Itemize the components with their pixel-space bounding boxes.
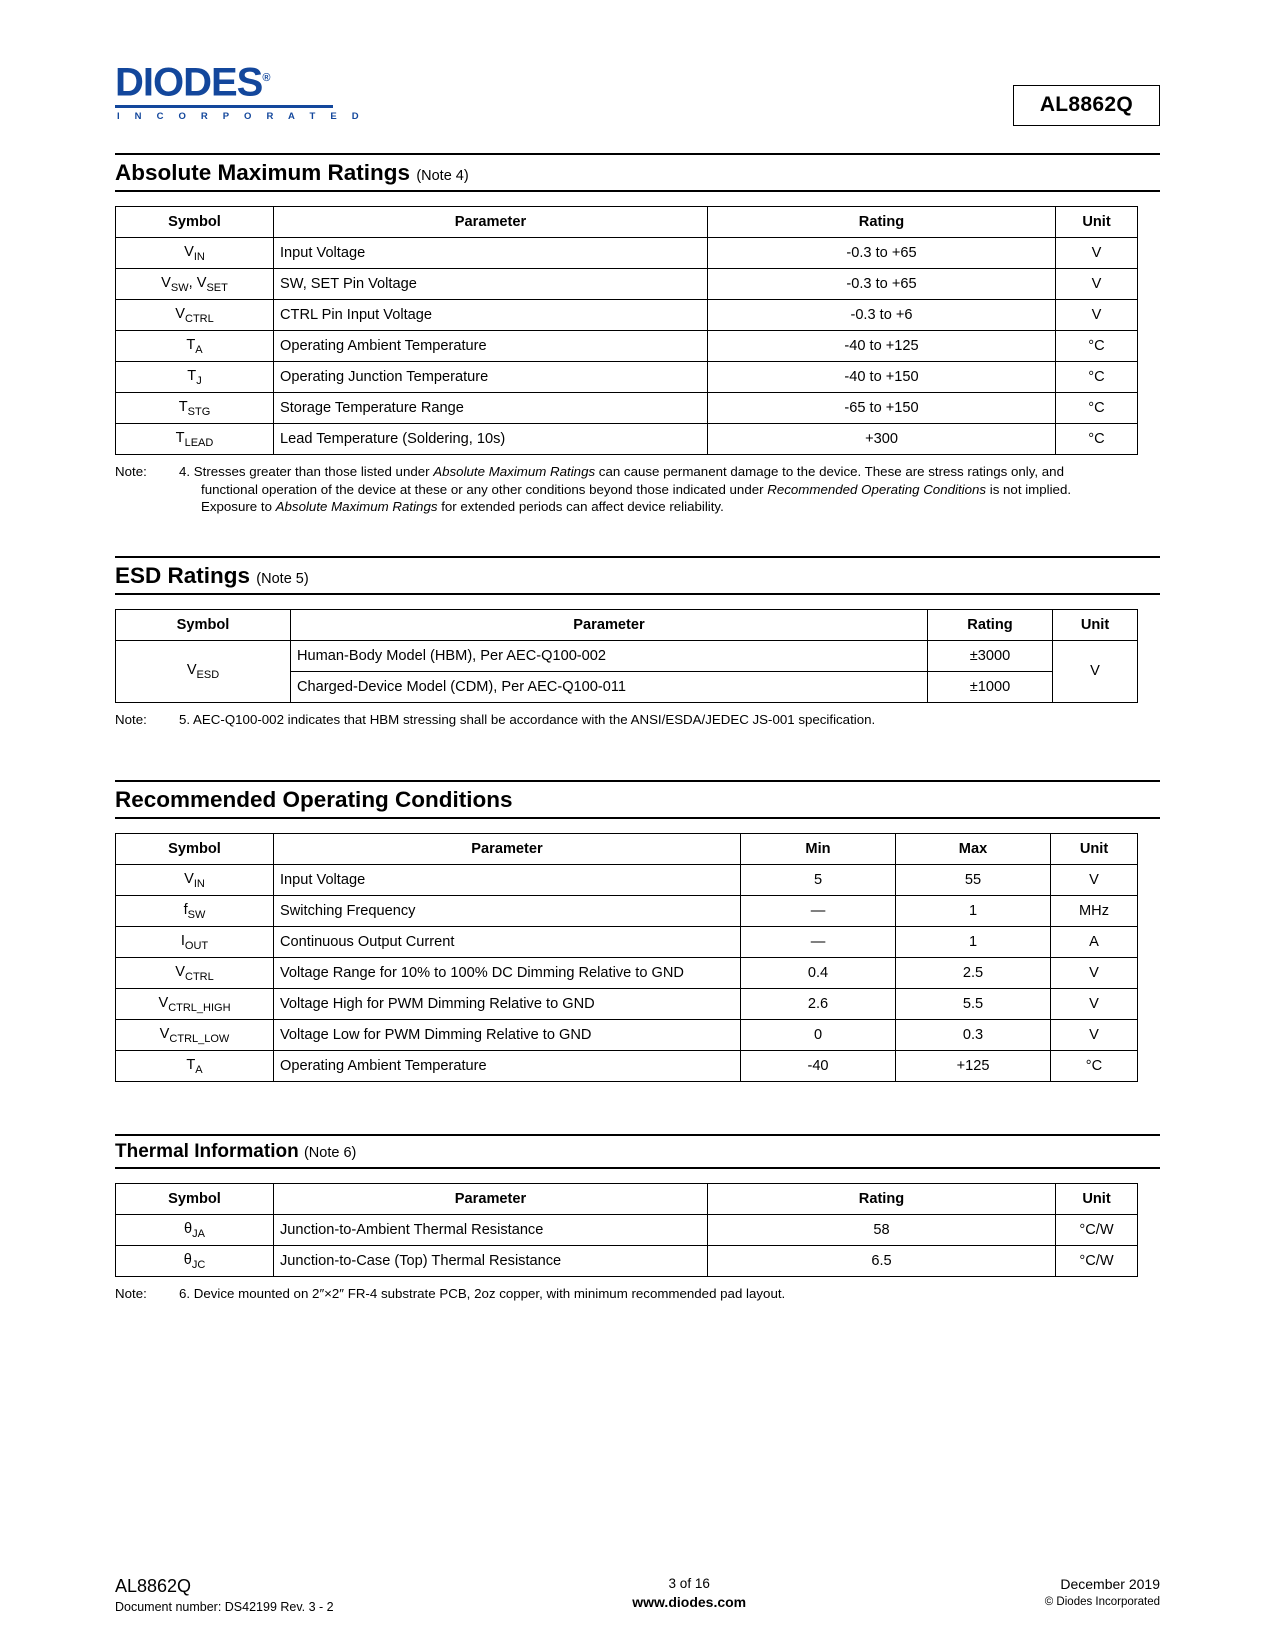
cell-parameter: Storage Temperature Range bbox=[274, 393, 708, 424]
symbol-base: V bbox=[159, 1025, 170, 1042]
symbol-base: T bbox=[178, 398, 188, 415]
cell-parameter: Junction-to-Case (Top) Thermal Resistance bbox=[274, 1246, 708, 1277]
abs-max-note-ref: (Note 4) bbox=[416, 168, 469, 184]
cell-parameter: Voltage Range for 10% to 100% DC Dimming Relative to GND bbox=[274, 958, 741, 989]
cell-unit: MHz bbox=[1051, 896, 1138, 927]
footer-doc-number: Document number: DS42199 Rev. 3 - 2 bbox=[115, 1600, 334, 1614]
cell-rating: -0.3 to +65 bbox=[708, 269, 1056, 300]
cell-min: 2.6 bbox=[741, 989, 896, 1020]
table-header-row bbox=[116, 609, 1138, 640]
cell-min: — bbox=[741, 896, 896, 927]
cell-rating: 58 bbox=[708, 1215, 1056, 1246]
table-row bbox=[116, 1020, 1138, 1051]
section-heading-abs-max bbox=[115, 153, 1160, 192]
symbol-sub: CTRL bbox=[185, 312, 214, 325]
col-rating: Rating bbox=[928, 609, 1053, 640]
footer-copyright: © Diodes Incorporated bbox=[1044, 1596, 1160, 1608]
cell-unit: °C/W bbox=[1056, 1215, 1138, 1246]
thermal-rule bbox=[115, 1167, 1160, 1169]
cell-min: — bbox=[741, 927, 896, 958]
thermal-title-row bbox=[115, 1141, 1160, 1163]
symbol-sub: SW bbox=[187, 908, 206, 921]
esd-title-row bbox=[115, 563, 1160, 589]
note-label: Note: bbox=[115, 464, 147, 479]
note-text-b: is not implied. bbox=[986, 481, 1072, 497]
cell-parameter: Voltage High for PWM Dimming Relative to GND bbox=[274, 989, 741, 1020]
note-text-i: Absolute Maximum Ratings bbox=[433, 464, 596, 479]
registered-mark-icon: ® bbox=[262, 72, 270, 84]
symbol-sub: A bbox=[195, 343, 203, 356]
cell-unit: V bbox=[1056, 300, 1138, 331]
col-rating: Rating bbox=[708, 1184, 1056, 1215]
cell-symbol bbox=[116, 1246, 274, 1277]
note-text-i: Recommended Operating Conditions bbox=[767, 481, 987, 497]
cell-symbol bbox=[116, 1051, 274, 1082]
logo-divider bbox=[115, 105, 333, 108]
symbol-sub: STG bbox=[187, 405, 211, 418]
symbol-sub: CTRL_HIGH bbox=[168, 1001, 231, 1014]
symbol-sub-2: SET bbox=[206, 281, 228, 294]
cell-unit: °C bbox=[1056, 424, 1138, 455]
cell-parameter: Operating Ambient Temperature bbox=[274, 331, 708, 362]
cell-unit: A bbox=[1051, 927, 1138, 958]
table-row bbox=[116, 958, 1138, 989]
col-parameter: Parameter bbox=[274, 834, 741, 865]
cell-unit: V bbox=[1051, 989, 1138, 1020]
section-heading-esd bbox=[115, 556, 1160, 595]
col-unit: Unit bbox=[1051, 834, 1138, 865]
symbol-sub: IN bbox=[193, 250, 205, 263]
abs-max-title-row bbox=[115, 160, 1160, 186]
cell-rating: 6.5 bbox=[708, 1246, 1056, 1277]
note-text-b: for extended periods can affect device reliability. bbox=[437, 499, 724, 514]
note-label: Note: bbox=[115, 711, 147, 727]
cell-unit: V bbox=[1056, 269, 1138, 300]
abs-max-table bbox=[115, 206, 1138, 455]
footer-date: December 2019 bbox=[1060, 1576, 1160, 1592]
cell-max: 2.5 bbox=[896, 958, 1051, 989]
cell-min: 0 bbox=[741, 1020, 896, 1051]
cell-symbol bbox=[116, 269, 274, 300]
cell-symbol bbox=[116, 640, 291, 702]
cell-parameter: Charged-Device Model (CDM), Per AEC-Q100-011 bbox=[291, 671, 928, 702]
note-text-a: Exposure to bbox=[201, 499, 276, 514]
cell-parameter: Lead Temperature (Soldering, 10s) bbox=[274, 424, 708, 455]
cell-parameter: Input Voltage bbox=[274, 865, 741, 896]
cell-rating: +300 bbox=[708, 424, 1056, 455]
cell-parameter: Input Voltage bbox=[274, 238, 708, 269]
cell-rating: ±1000 bbox=[928, 671, 1053, 702]
table-header-row bbox=[116, 834, 1138, 865]
cell-symbol bbox=[116, 331, 274, 362]
cell-unit: V bbox=[1053, 640, 1138, 702]
cell-rating: -0.3 to +65 bbox=[708, 238, 1056, 269]
symbol-base: V bbox=[184, 243, 194, 260]
col-parameter: Parameter bbox=[274, 207, 708, 238]
cell-max: +125 bbox=[896, 1051, 1051, 1082]
symbol-sub: SW bbox=[170, 281, 189, 294]
symbol-sub: A bbox=[195, 1063, 203, 1076]
symbol-base: V bbox=[161, 274, 171, 291]
cell-symbol bbox=[116, 362, 274, 393]
col-symbol: Symbol bbox=[116, 207, 274, 238]
note-text-b: can cause permanent damage to the device. These are stress ratings only, and bbox=[595, 464, 1064, 479]
cell-min: 0.4 bbox=[741, 958, 896, 989]
note-text-i: Absolute Maximum Ratings bbox=[275, 499, 438, 514]
col-min: Min bbox=[741, 834, 896, 865]
cell-max: 55 bbox=[896, 865, 1051, 896]
abs-max-rule bbox=[115, 190, 1160, 192]
symbol-base: T bbox=[186, 1056, 196, 1073]
cell-unit: V bbox=[1051, 1020, 1138, 1051]
cell-symbol bbox=[116, 927, 274, 958]
col-unit: Unit bbox=[1056, 207, 1138, 238]
cell-symbol bbox=[116, 393, 274, 424]
col-parameter: Parameter bbox=[291, 609, 928, 640]
table-row bbox=[116, 238, 1138, 269]
symbol-sub: JA bbox=[192, 1227, 205, 1240]
cell-unit: °C bbox=[1056, 393, 1138, 424]
roc-title-row bbox=[115, 787, 1160, 813]
cell-unit: V bbox=[1056, 238, 1138, 269]
symbol-sub: OUT bbox=[184, 939, 209, 952]
symbol-base: T bbox=[175, 429, 185, 446]
table-row bbox=[116, 640, 1138, 671]
cell-max: 1 bbox=[896, 896, 1051, 927]
note-body: 5. AEC-Q100-002 indicates that HBM stressing shall be accordance with the ANSI/ESDA/JEDEC JS-001 specification. bbox=[179, 711, 876, 727]
page-header bbox=[115, 45, 1160, 135]
cell-unit: V bbox=[1051, 958, 1138, 989]
symbol-sub: LEAD bbox=[184, 436, 214, 449]
note-label: Note: bbox=[115, 1286, 147, 1301]
logo-wordmark bbox=[115, 57, 269, 103]
cell-symbol bbox=[116, 1020, 274, 1051]
thermal-note-ref: (Note 6) bbox=[303, 1145, 357, 1161]
table-row bbox=[116, 424, 1138, 455]
symbol-base: θ bbox=[184, 1220, 193, 1237]
table-header-row bbox=[116, 207, 1138, 238]
table-row bbox=[116, 300, 1138, 331]
cell-symbol bbox=[116, 238, 274, 269]
roc-table bbox=[115, 833, 1138, 1082]
part-number-badge: AL8862Q bbox=[1013, 85, 1160, 126]
symbol-base: V bbox=[175, 963, 185, 980]
cell-rating: ±3000 bbox=[928, 640, 1053, 671]
cell-parameter: Switching Frequency bbox=[274, 896, 741, 927]
cell-min: 5 bbox=[741, 865, 896, 896]
symbol-sub: CTRL_LOW bbox=[169, 1032, 230, 1045]
cell-max: 1 bbox=[896, 927, 1051, 958]
note-line bbox=[179, 463, 1160, 481]
esd-note-ref: (Note 5) bbox=[256, 570, 309, 587]
symbol-base: T bbox=[187, 367, 197, 384]
cell-symbol bbox=[116, 958, 274, 989]
table-row bbox=[116, 393, 1138, 424]
table-header-row bbox=[116, 1184, 1138, 1215]
abs-max-note bbox=[115, 463, 1160, 516]
symbol-base: V bbox=[158, 994, 169, 1011]
cell-symbol bbox=[116, 865, 274, 896]
cell-unit: °C bbox=[1056, 331, 1138, 362]
esd-rule bbox=[115, 593, 1160, 595]
note-body bbox=[179, 463, 1160, 516]
table-row bbox=[116, 1246, 1138, 1277]
cell-unit: °C bbox=[1051, 1051, 1138, 1082]
col-max: Max bbox=[896, 834, 1051, 865]
esd-note bbox=[115, 711, 1160, 729]
symbol-base: θ bbox=[183, 1251, 192, 1268]
footer-left bbox=[115, 1576, 334, 1614]
cell-rating: -40 to +150 bbox=[708, 362, 1056, 393]
col-symbol: Symbol bbox=[116, 834, 274, 865]
table-row bbox=[116, 362, 1138, 393]
cell-parameter: Voltage Low for PWM Dimming Relative to GND bbox=[274, 1020, 741, 1051]
symbol-sub: J bbox=[196, 374, 202, 387]
symbol-sub: JC bbox=[191, 1258, 206, 1271]
table-row bbox=[116, 331, 1138, 362]
cell-max: 0.3 bbox=[896, 1020, 1051, 1051]
footer-right bbox=[1045, 1576, 1160, 1608]
table-row bbox=[116, 269, 1138, 300]
esd-title: ESD Ratings bbox=[115, 562, 251, 588]
roc-rule bbox=[115, 817, 1160, 819]
cell-unit: V bbox=[1051, 865, 1138, 896]
cell-symbol bbox=[116, 300, 274, 331]
table-row bbox=[116, 1051, 1138, 1082]
cell-symbol bbox=[116, 424, 274, 455]
note-text-a: 4. Stresses greater than those listed under bbox=[179, 464, 434, 479]
section-heading-roc bbox=[115, 780, 1160, 819]
cell-rating: -65 to +150 bbox=[708, 393, 1056, 424]
cell-parameter: CTRL Pin Input Voltage bbox=[274, 300, 708, 331]
col-symbol: Symbol bbox=[116, 1184, 274, 1215]
symbol-base-2: , V bbox=[188, 274, 207, 291]
symbol-base: f bbox=[183, 901, 188, 918]
table-row bbox=[116, 865, 1138, 896]
footer-website-link[interactable]: www.diodes.com bbox=[632, 1594, 747, 1610]
symbol-base: V bbox=[186, 661, 197, 678]
symbol-sub: IN bbox=[193, 877, 205, 890]
note-text-a: functional operation of the device at these or any other conditions beyond those indicated under bbox=[201, 481, 768, 497]
symbol-base: T bbox=[186, 336, 196, 353]
section-heading-thermal bbox=[115, 1134, 1160, 1169]
thermal-table bbox=[115, 1183, 1138, 1277]
symbol-base: I bbox=[180, 932, 185, 949]
thermal-note bbox=[115, 1285, 1160, 1303]
table-row bbox=[116, 1215, 1138, 1246]
cell-parameter: Continuous Output Current bbox=[274, 927, 741, 958]
diodes-logo bbox=[115, 45, 365, 122]
col-symbol: Symbol bbox=[116, 609, 291, 640]
cell-parameter: Operating Ambient Temperature bbox=[274, 1051, 741, 1082]
cell-rating: -0.3 to +6 bbox=[708, 300, 1056, 331]
symbol-base: V bbox=[184, 870, 194, 887]
esd-table bbox=[115, 609, 1138, 703]
logo-subtitle: I N C O R P O R A T E D bbox=[117, 111, 365, 123]
col-unit: Unit bbox=[1056, 1184, 1138, 1215]
cell-min: -40 bbox=[741, 1051, 896, 1082]
roc-title: Recommended Operating Conditions bbox=[115, 787, 513, 812]
col-parameter: Parameter bbox=[274, 1184, 708, 1215]
symbol-sub: CTRL bbox=[185, 970, 214, 983]
table-row bbox=[116, 927, 1138, 958]
symbol-sub: ESD bbox=[196, 668, 220, 681]
cell-unit: °C bbox=[1056, 362, 1138, 393]
col-rating: Rating bbox=[708, 207, 1056, 238]
note-line bbox=[179, 498, 1160, 516]
note-line bbox=[179, 481, 1160, 499]
cell-symbol bbox=[116, 989, 274, 1020]
cell-unit: °C/W bbox=[1056, 1246, 1138, 1277]
cell-max: 5.5 bbox=[896, 989, 1051, 1020]
col-unit: Unit bbox=[1053, 609, 1138, 640]
note-body: 6. Device mounted on 2″×2″ FR-4 substrate PCB, 2oz copper, with minimum recommended pad layout. bbox=[179, 1286, 786, 1301]
cell-parameter: Operating Junction Temperature bbox=[274, 362, 708, 393]
logo-main-text: DIODES bbox=[115, 60, 263, 105]
page-footer bbox=[115, 1576, 1160, 1614]
symbol-base: V bbox=[175, 305, 185, 322]
thermal-title: Thermal Information bbox=[115, 1141, 299, 1162]
cell-parameter: Junction-to-Ambient Thermal Resistance bbox=[274, 1215, 708, 1246]
table-row bbox=[116, 896, 1138, 927]
cell-parameter: SW, SET Pin Voltage bbox=[274, 269, 708, 300]
cell-symbol bbox=[116, 1215, 274, 1246]
footer-center bbox=[632, 1576, 746, 1610]
footer-page-number: 3 of 16 bbox=[668, 1576, 710, 1591]
cell-rating: -40 to +125 bbox=[708, 331, 1056, 362]
table-row bbox=[116, 989, 1138, 1020]
cell-parameter: Human-Body Model (HBM), Per AEC-Q100-002 bbox=[291, 640, 928, 671]
footer-part-number: AL8862Q bbox=[115, 1576, 192, 1596]
cell-symbol bbox=[116, 896, 274, 927]
abs-max-title: Absolute Maximum Ratings bbox=[115, 160, 411, 185]
